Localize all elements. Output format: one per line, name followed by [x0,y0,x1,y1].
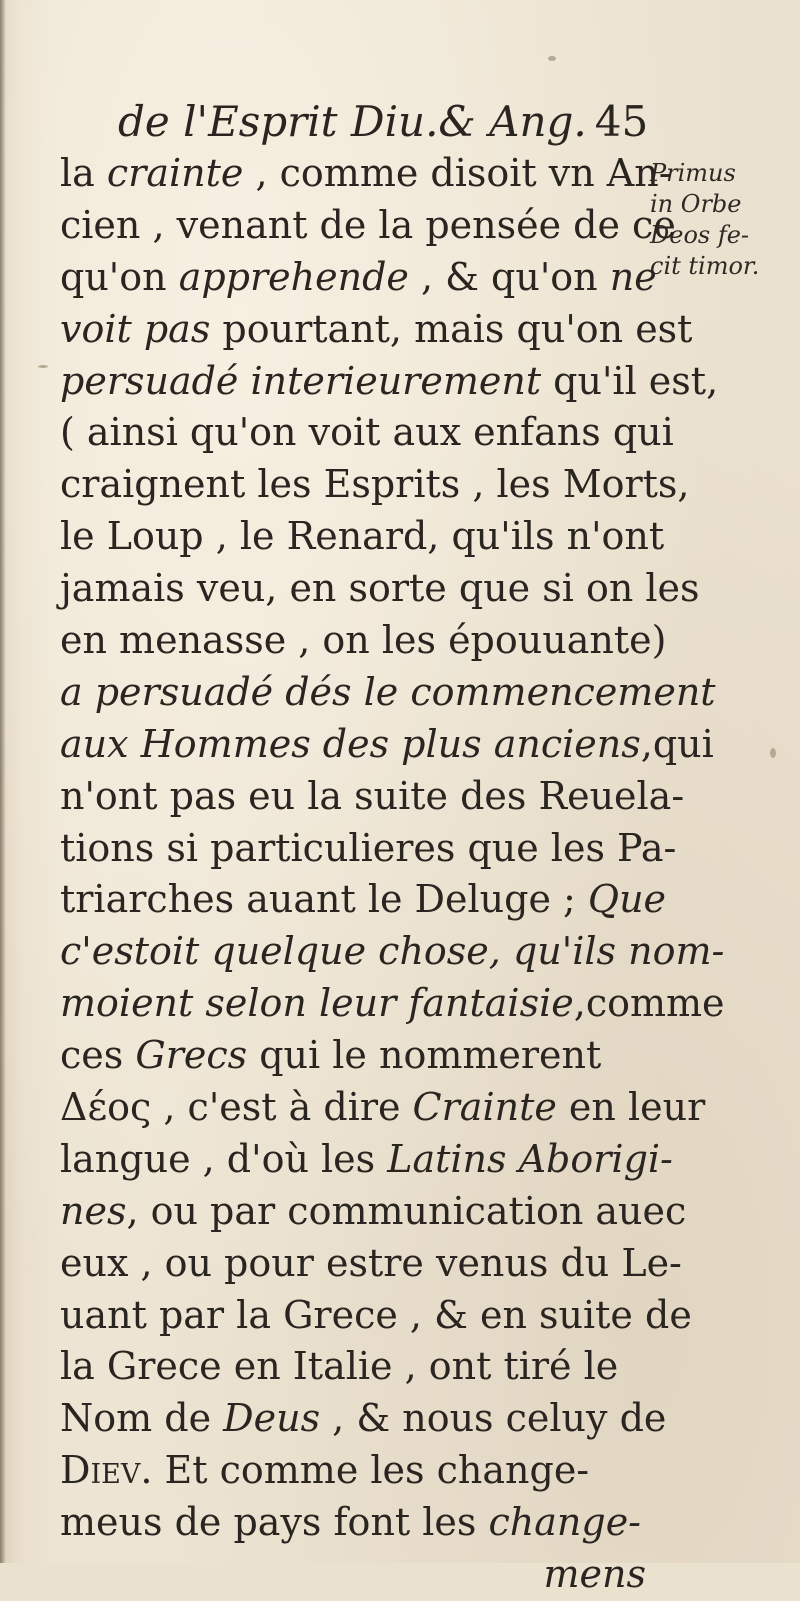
text-line: le Loup , le Renard, qu'ils n'ont [60,514,665,559]
text-line: ces Grecs qui le nommerent [60,1033,602,1078]
text-line: jamais veu, en sorte que si on les [60,566,700,611]
margin-note-line: cit timor. [650,252,760,280]
text-line: la Grece en Italie , ont tiré le [60,1344,619,1389]
text-line: eux , ou pour estre venus du Le- [60,1240,682,1285]
text-line: a persuadé dés le commencement [60,669,716,714]
text-line: persuadé interieurement qu'il est, [60,358,719,403]
text-line: qu'on apprehende , & qu'on ne [60,254,657,299]
text-line: n'ont pas eu la suite des Reuela- [60,773,685,818]
margin-note-line: in Orbe [650,190,742,218]
text-line: nes, ou par communication auec [60,1188,687,1233]
binding-gutter [0,0,6,1563]
text-line: ( ainsi qu'on voit aux enfans qui [60,410,674,455]
paper-speck [38,365,48,368]
paper-speck [770,748,776,758]
paper-speck [548,56,556,61]
text-line: craignent les Esprits , les Morts, [60,462,690,507]
text-line: en menasse , on les épouuante) [60,618,667,663]
text-line: langue , d'où les Latins Aborigi- [60,1136,673,1181]
margin-note-line: Primus [650,159,736,187]
page-number: 45 [594,97,649,146]
text-line: triarches auant le Deluge ; Que [60,877,667,922]
text-line: c'estoit quelque chose, qu'ils nom- [60,929,725,974]
text-line: cien , venant de la pensée de ce [60,202,676,247]
text-line: voit pas pourtant, mais qu'on est [60,306,693,351]
text-line: meus de pays font les change- [60,1500,642,1545]
catchword: mens [543,1552,646,1597]
text-line: moient selon leur fantaisie,comme [60,981,725,1026]
running-title: de l'Esprit Diu.& Ang. [118,97,587,146]
text-line: la crainte , comme disoit vn An- [60,151,672,195]
running-header [118,92,658,152]
text-line: Nom de Deus , & nous celuy de [60,1396,667,1441]
margin-note-line: Deos fe- [650,221,750,249]
text-line: Diev. Et comme les change- [60,1448,590,1493]
text-line: aux Hommes des plus anciens,qui [60,721,714,766]
text-line: uant par la Grece , & en suite de [60,1292,692,1337]
text-line: Δέος , c'est à dire Crainte en leur [60,1085,706,1130]
text-line: tions si particulieres que les Pa- [60,825,677,870]
